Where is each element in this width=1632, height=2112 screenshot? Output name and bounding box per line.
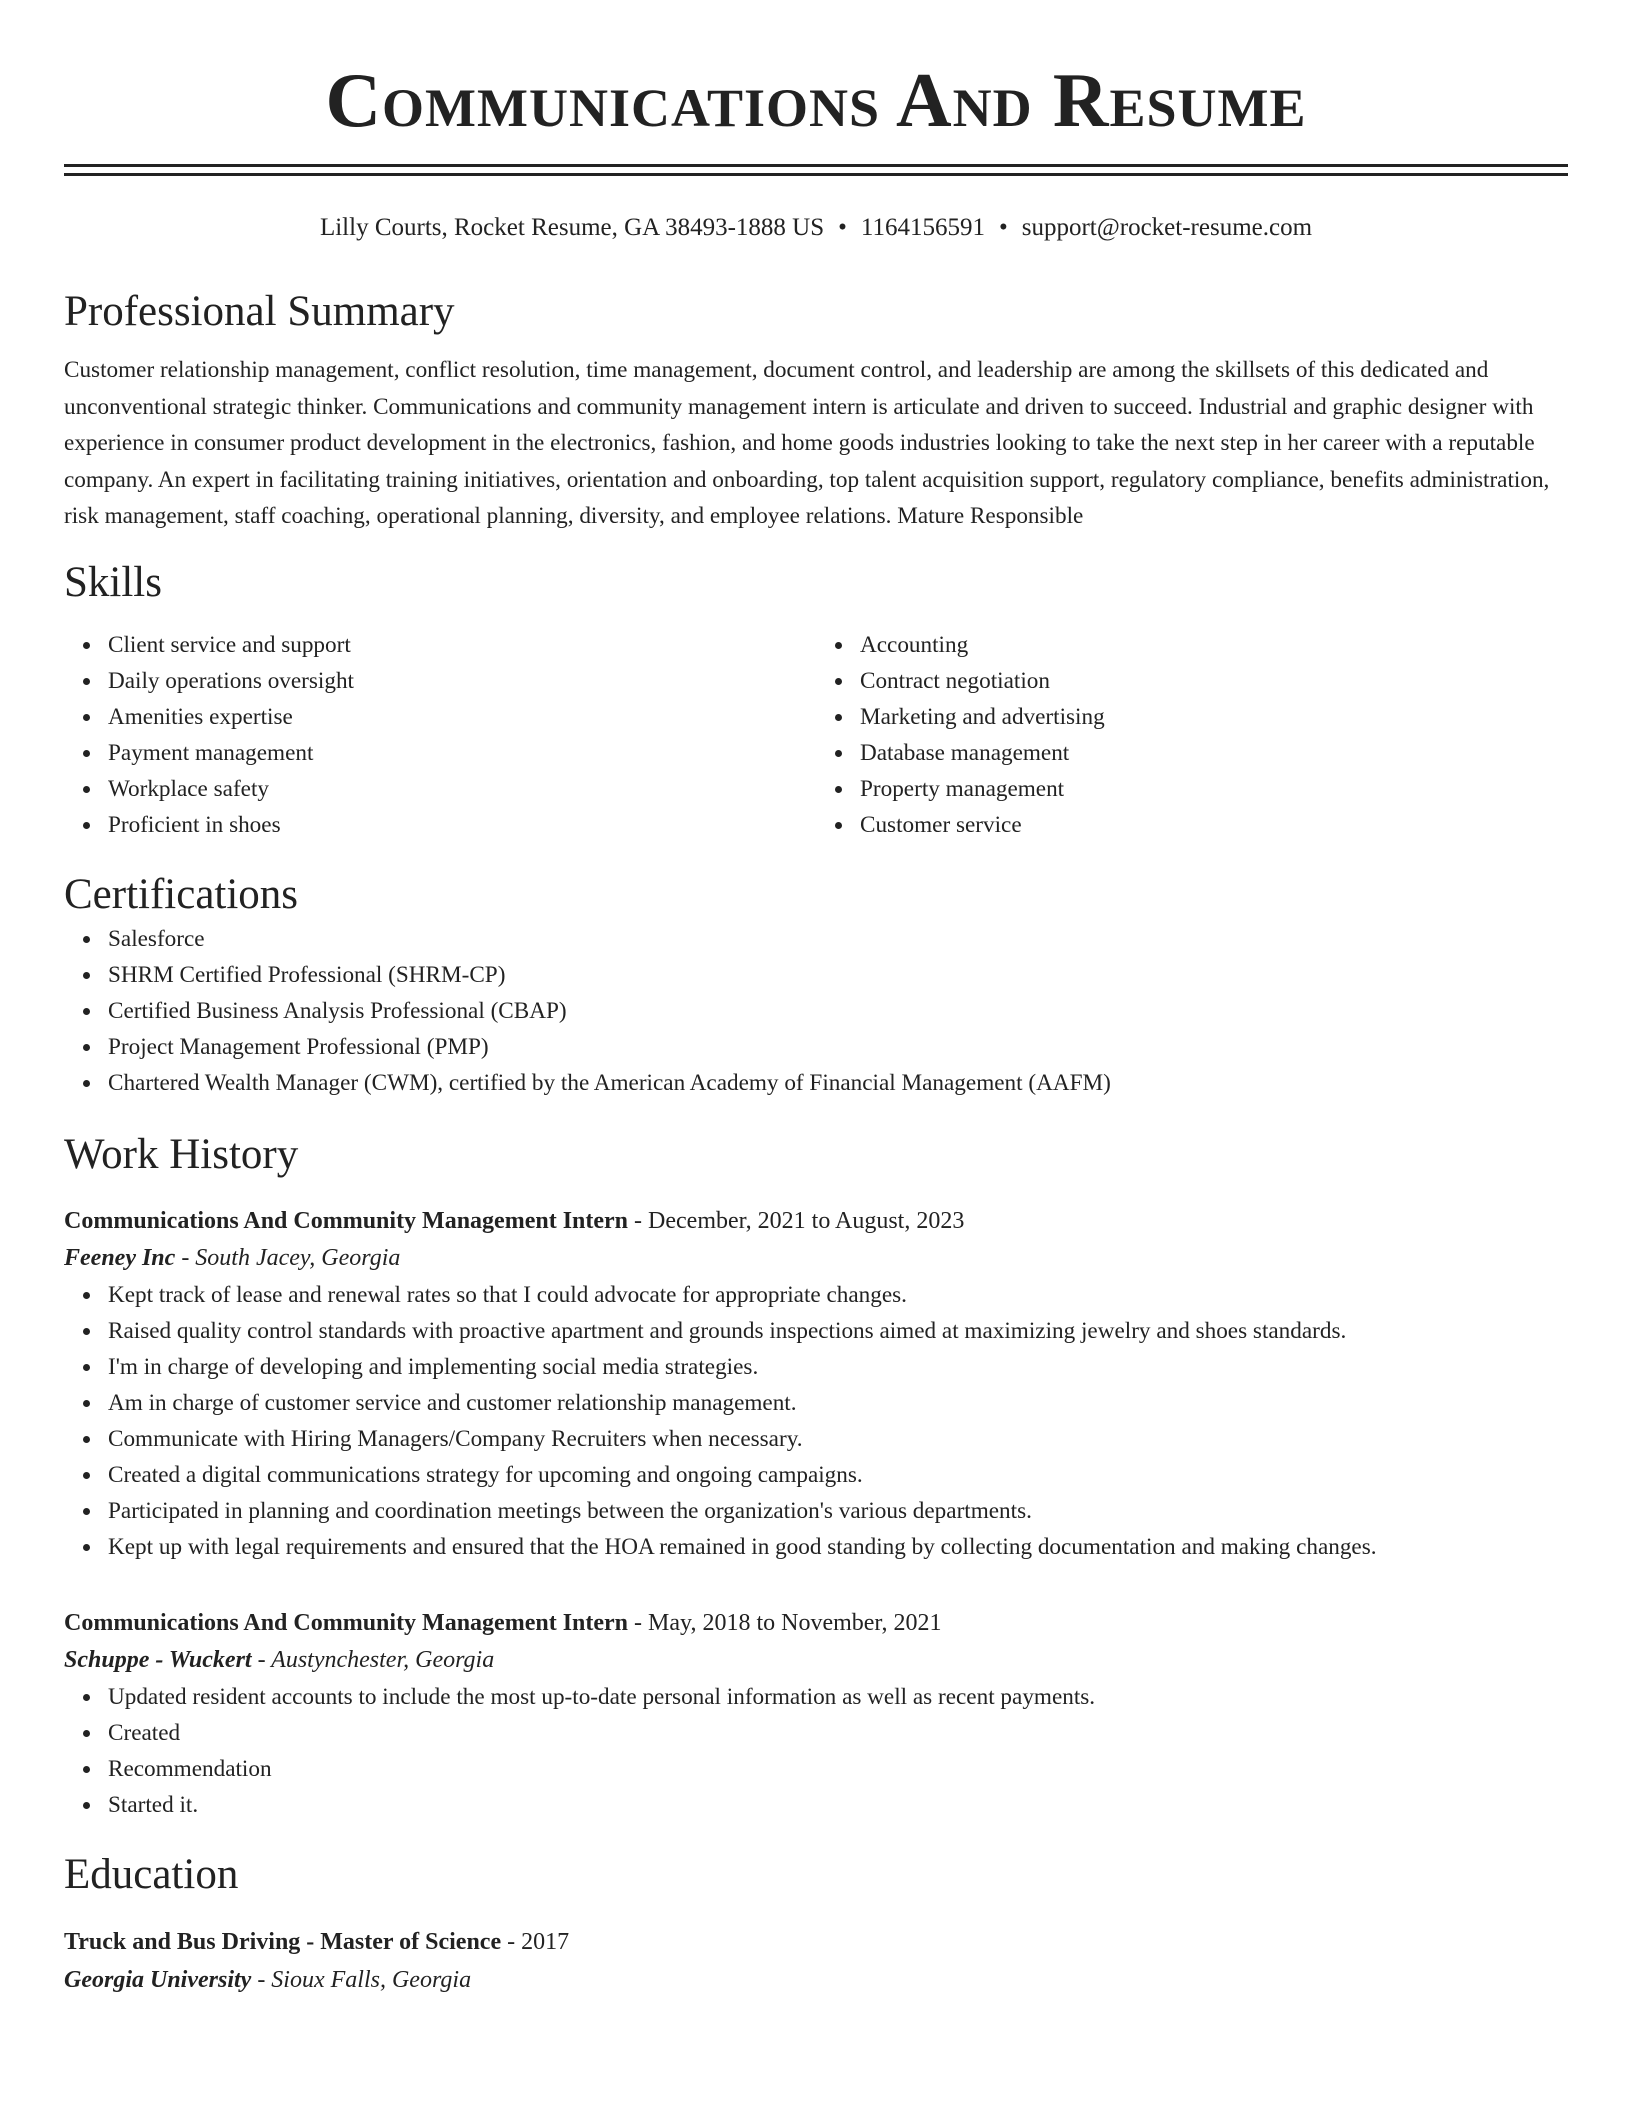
contact-separator: • [998,214,1008,241]
skill-item: Proficient in shoes [108,807,816,843]
school-name: Georgia University [64,1966,252,1993]
summary-paragraph: Customer relationship management, conflict resolution, time management, document control, and leadership are among the skillsets of this dedicated and unconventional strategic thinker. Communications and community management intern is articulate and driven to succeed. Industrial and graphic designer with experience in consumer product development in the electronics, fashion, and home goods industries looking to take the next step in her career with a reputable company. An expert in facilitating training initiatives, orientation and onboarding, top talent acquisition support, regulatory compliance, benefits administration, risk management, staff coaching, operational planning, diversity, and employee relations. Mature Responsible [64,357,1550,529]
job-duty: Started it. [108,1787,1568,1823]
graduation-year: - 2017 [501,1928,570,1955]
certification-item: Certified Business Analysis Professional (CBAP) [108,993,1568,1029]
job-employer [64,1641,1568,1679]
job-duties-list [64,1679,1568,1823]
education-heading: Education [64,1850,239,1898]
school-location: - Sioux Falls, Georgia [251,1966,472,1993]
education-institution [64,1961,1568,1999]
company-name: Feeney Inc [64,1244,176,1271]
job-entry [64,1203,1568,1565]
skill-item: Amenities expertise [108,699,816,735]
skill-item: Marketing and advertising [860,699,1568,735]
title-divider-bottom [64,173,1568,176]
job-title: Communications And Community Management Intern [64,1207,629,1234]
skill-item: Customer service [860,807,1568,843]
company-location: - Austynchester, Georgia [251,1646,495,1673]
job-duty: Kept up with legal requirements and ensured that the HOA remained in good standing by collecting documentation and making changes. [108,1529,1568,1565]
education-header [64,1923,1568,1961]
job-duties-list [64,1277,1568,1565]
skills-list-left [64,627,816,843]
skill-item: Contract negotiation [860,663,1568,699]
contact-email: support@rocket-resume.com [1021,214,1313,241]
company-name: Schuppe - Wuckert [64,1646,252,1673]
job-duty: Created [108,1715,1568,1751]
company-location: - South Jacey, Georgia [175,1244,401,1271]
skill-item: Accounting [860,627,1568,663]
certification-item: Project Management Professional (PMP) [108,1029,1568,1065]
title-divider-top [64,164,1568,167]
job-header [64,1605,1568,1641]
job-employer [64,1239,1568,1277]
degree-name: Truck and Bus Driving - Master of Science [64,1928,502,1955]
work-history-heading: Work History [64,1130,299,1178]
contact-line [64,212,1568,244]
job-title: Communications And Community Management Intern [64,1609,629,1636]
skill-item: Database management [860,735,1568,771]
document-title: Communications And Resume [325,57,1307,143]
job-dates: - December, 2021 to August, 2023 [628,1207,965,1234]
job-header [64,1203,1568,1239]
job-duty: Participated in planning and coordination meetings between the organization's various departments. [108,1493,1568,1529]
job-dates: - May, 2018 to November, 2021 [628,1609,942,1636]
job-entry [64,1605,1568,1823]
job-duty: Recommendation [108,1751,1568,1787]
certification-item: SHRM Certified Professional (SHRM-CP) [108,957,1568,993]
contact-address: Lilly Courts, Rocket Resume, GA 38493-1888 US [319,214,825,241]
summary-heading: Professional Summary [64,288,455,335]
skill-item: Client service and support [108,627,816,663]
certifications-heading: Certifications [64,870,299,918]
contact-phone: 1164156591 [860,214,985,241]
job-duty: Updated resident accounts to include the most up-to-date personal information as well as recent payments. [108,1679,1568,1715]
job-duty: Communicate with Hiring Managers/Company Recruiters when necessary. [108,1421,1568,1457]
certification-item: Salesforce [108,921,1568,957]
skills-list-right [816,627,1568,843]
skill-item: Daily operations oversight [108,663,816,699]
certification-item: Chartered Wealth Manager (CWM), certified by the American Academy of Financial Management (AAFM) [108,1065,1568,1101]
job-duty: Am in charge of customer service and customer relationship management. [108,1385,1568,1421]
job-duty: Raised quality control standards with proactive apartment and grounds inspections aimed at maximizing jewelry and shoes standards. [108,1313,1568,1349]
skills-grid [64,627,1568,843]
skill-item: Workplace safety [108,771,816,807]
skills-heading: Skills [64,558,162,606]
job-duty: Created a digital communications strategy for upcoming and ongoing campaigns. [108,1457,1568,1493]
job-duty: Kept track of lease and renewal rates so that I could advocate for appropriate changes. [108,1277,1568,1313]
skill-item: Property management [860,771,1568,807]
certifications-list [64,921,1568,1101]
job-duty: I'm in charge of developing and implementing social media strategies. [108,1349,1568,1385]
contact-separator: • [838,214,847,241]
skill-item: Payment management [108,735,816,771]
